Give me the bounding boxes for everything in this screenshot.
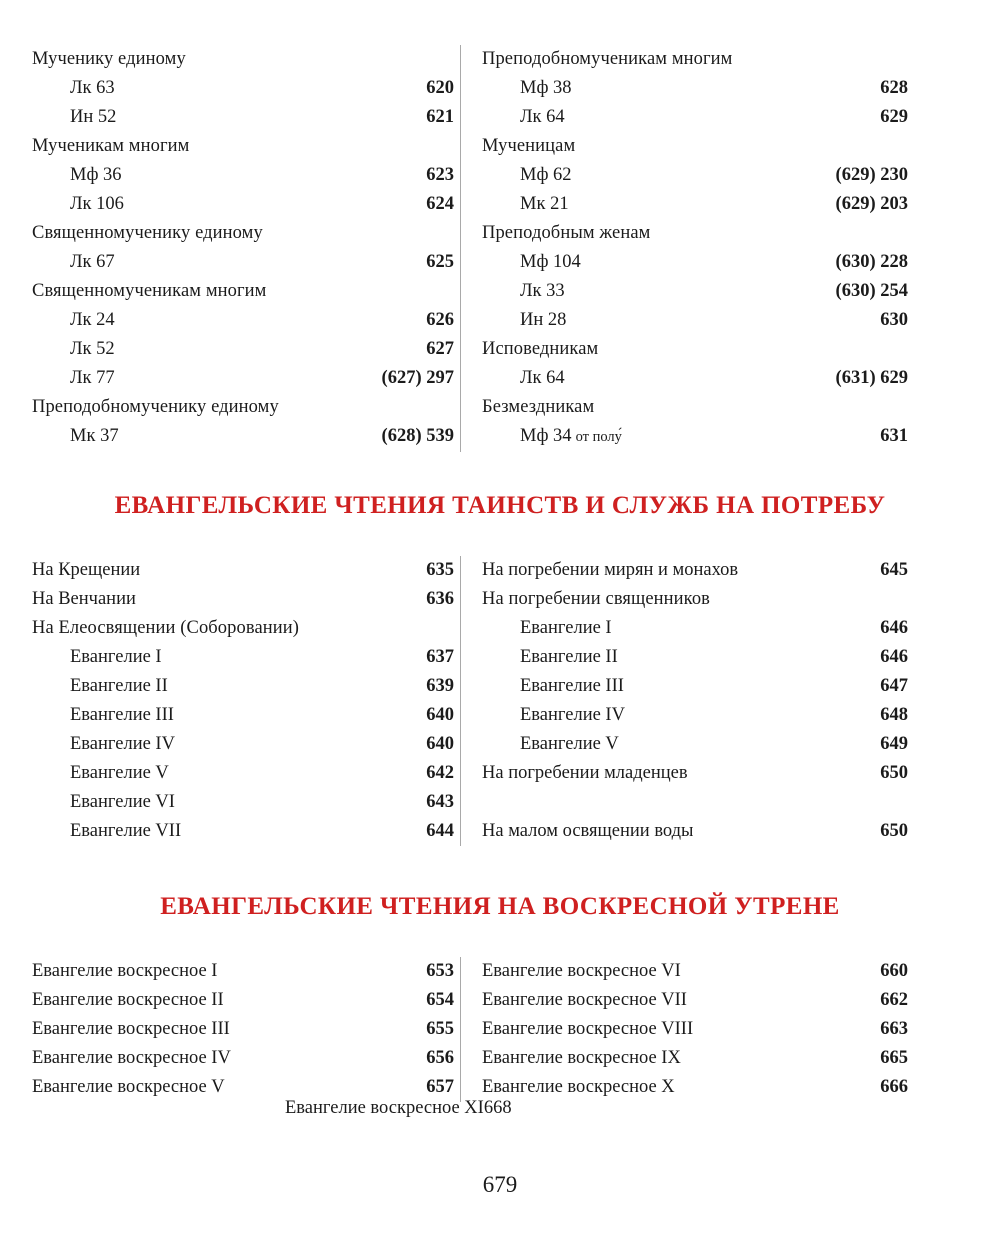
toc-entry[interactable] [482,986,908,1015]
toc-entry-page: 646 [880,618,908,638]
dot-leader [234,1045,421,1064]
toc-entry[interactable] [482,364,908,393]
toc-entry-page: 639 [426,676,454,696]
dot-leader [569,307,875,326]
column-divider [460,556,461,846]
dot-leader [118,75,422,94]
toc-entry-label: Евангелие воскресное II [32,990,224,1010]
column-divider [460,957,461,1102]
dot-leader [139,586,421,605]
toc-entry[interactable] [32,957,454,986]
toc-entry[interactable] [482,161,908,190]
toc-entry-label: Лк 52 [70,339,115,359]
toc-entry-label: Мк 37 [70,426,119,446]
toc-entry-page: 668 [483,1098,512,1118]
dot-leader [741,557,875,576]
toc-entry-page: 642 [426,763,454,783]
dot-leader [125,162,422,181]
toc-entry-page: 657 [426,1077,454,1097]
matins-centered-entry-wrap [0,1094,1000,1123]
dot-leader [696,1016,875,1035]
toc-entry[interactable] [32,248,454,277]
toc-entry-page: 655 [426,1019,454,1039]
dot-leader [697,818,876,837]
toc-entry-page: 663 [880,1019,908,1039]
toc-entry-label: Евангелие VI [70,792,175,812]
dot-leader [177,702,421,721]
toc-entry-page: 649 [880,734,908,754]
dot-leader [118,336,422,355]
toc-entry-label: Мф 36 [70,165,122,185]
toc-entry[interactable] [32,986,454,1015]
toc-entry-label: Лк 106 [70,194,124,214]
toc-entry-label: Евангелие VII [70,821,182,841]
toc-entry-label: Евангелие воскресное III [32,1019,230,1039]
toc-group-heading: Священномученикам многим [32,281,267,301]
dot-leader [568,365,831,384]
toc-entry[interactable] [32,759,454,788]
toc-entry-label: На Крещении [32,560,141,580]
toc-entry[interactable] [482,957,908,986]
toc-entry-page: 621 [426,107,454,127]
dot-leader [568,104,876,123]
dot-leader [625,423,875,442]
dot-leader [119,104,421,123]
column-divider [460,45,461,452]
dot-leader [165,644,422,663]
section-matins [0,957,1000,1102]
dot-leader [227,987,422,1006]
dot-leader [171,673,422,692]
dot-leader [118,365,377,384]
toc-entry-page: (630) 228 [835,252,908,272]
toc-entry-page: 646 [880,647,908,667]
toc-entry-label: Евангелие V [520,734,619,754]
toc-entry-page: 627 [426,339,454,359]
saints-left-column [0,45,460,452]
toc-entry-label: На погребении мирян и монахов [482,560,739,580]
toc-group-heading: Мученикам многим [32,136,190,156]
toc-entry-label: Евангелие воскресное IX [482,1048,681,1068]
toc-entry-label: Лк 67 [70,252,115,272]
dot-leader [621,644,876,663]
toc-entry[interactable] [482,103,908,132]
toc-entry-label: Евангелие воскресное I [32,961,218,981]
dot-leader [233,1016,421,1035]
toc-entry[interactable] [32,103,454,132]
dot-leader [220,958,421,977]
toc-entry-page: (628) 539 [381,426,454,446]
toc-entry-label: Евангелие воскресное IV [32,1048,231,1068]
toc-entry-page: 625 [426,252,454,272]
toc-entry[interactable] [32,161,454,190]
toc-entry-page: 640 [426,705,454,725]
toc-group-heading: Безмездникам [482,397,595,417]
toc-entry-page: (627) 297 [381,368,454,388]
dot-leader [143,557,421,576]
matins-left-column [0,957,460,1102]
toc-entry-page: 626 [426,310,454,330]
toc-entry-label: Евангелие V [70,763,169,783]
toc-entry-page: 637 [426,647,454,667]
toc-entry-label: Мф 62 [520,165,572,185]
toc-entry-page: 647 [880,676,908,696]
toc-entry[interactable] [32,335,454,364]
toc-group-heading: Преподобномученику единому [32,397,279,417]
toc-entry-label: Ин 28 [520,310,567,330]
toc-entry[interactable] [32,364,454,393]
sacraments-left-column [0,556,460,846]
dot-leader [572,191,831,210]
dot-leader [690,987,875,1006]
toc-entry-page: 660 [880,961,908,981]
toc-entry-label: На погребении младенцев [482,763,688,783]
toc-entry-label: Мф 34 [520,426,572,446]
toc-group-heading: Священномученику единому [32,223,263,243]
toc-entry-label: Евангелие III [520,676,624,696]
toc-entry-page: 654 [426,990,454,1010]
toc-entry-label: Евангелие I [520,618,612,638]
toc-entry[interactable] [32,556,454,585]
dot-leader [684,1045,875,1064]
toc-entry[interactable] [32,1015,454,1044]
dot-leader [628,702,875,721]
dot-leader [127,191,421,210]
toc-entry[interactable] [482,190,908,219]
toc-entry-label: Евангелие воскресное V [32,1077,225,1097]
toc-entry[interactable] [482,422,908,452]
dot-leader [691,760,876,779]
sacraments-right-column [470,556,940,846]
toc-entry-page: (631) 629 [835,368,908,388]
toc-entry-page: 648 [880,705,908,725]
toc-entry[interactable] [482,1044,908,1073]
toc-entry[interactable] [32,730,454,759]
toc-entry-label: Лк 64 [520,368,565,388]
toc-entry-page: 656 [426,1048,454,1068]
toc-entry[interactable] [32,190,454,219]
section-saints [0,45,1000,452]
toc-entry-page: 650 [880,821,908,841]
toc-entry-label: На Венчании [32,589,136,609]
toc-entry-label: Евангелие II [520,647,618,667]
toc-entry-label: Евангелие II [70,676,168,696]
dot-leader [184,818,421,837]
toc-entry-page: 635 [426,560,454,580]
dot-leader [684,958,875,977]
toc-entry[interactable] [482,817,908,846]
toc-entry-page: 645 [880,560,908,580]
toc-entry-page: 650 [880,763,908,783]
toc-entry[interactable] [482,306,908,335]
toc-entry-label: Евангелие воскресное XI [285,1098,484,1118]
toc-entry-label: Мк 21 [520,194,569,214]
dot-leader [118,307,422,326]
toc-entry[interactable] [32,672,454,701]
toc-entry-label: Евангелие воскресное VII [482,990,687,1010]
toc-entry-label: Евангелие IV [520,705,625,725]
toc-group-heading: Мученику единому [32,49,186,69]
toc-entry[interactable] [482,74,908,103]
list-spacer [482,788,908,817]
dot-leader [118,249,422,268]
dot-leader [178,789,421,808]
section-title-matins: ЕВАНГЕЛЬСКИЕ ЧТЕНИЯ НА ВОСКРЕСНОЙ УТРЕНЕ [160,893,840,920]
toc-entry[interactable] [32,74,454,103]
toc-group-heading: Исповедникам [482,339,599,359]
toc-entry-note: от полу́ [575,429,622,445]
dot-leader [584,249,831,268]
toc-entry-page: 636 [426,589,454,609]
toc-entry[interactable] [482,701,908,730]
toc-entry[interactable] [32,701,454,730]
dot-leader [122,423,377,442]
dot-leader [615,615,876,634]
toc-entry-label: Лк 24 [70,310,115,330]
toc-group-heading: На погребении священников [482,589,711,609]
toc-entry[interactable] [32,788,454,817]
toc-entry[interactable] [482,277,908,306]
toc-entry[interactable] [482,1015,908,1044]
toc-entry[interactable] [32,585,454,614]
toc-entry-label: Лк 33 [520,281,565,301]
toc-entry-label: Евангелие I [70,647,162,667]
section-title-sacraments: ЕВАНГЕЛЬСКИЕ ЧТЕНИЯ ТАИНСТВ И СЛУЖБ НА ПОТРЕБУ [114,492,886,519]
toc-entry-page: (629) 230 [835,165,908,185]
dot-leader [622,731,875,750]
toc-entry-page: 623 [426,165,454,185]
toc-entry-page: 644 [426,821,454,841]
toc-entry[interactable] [482,556,908,585]
toc-entry[interactable] [32,817,454,846]
toc-entry-page: 640 [426,734,454,754]
toc-entry-label: Ин 52 [70,107,117,127]
toc-entry[interactable] [32,1044,454,1073]
toc-entry[interactable] [32,422,454,451]
toc-entry-label: Евангелие IV [70,734,175,754]
toc-entry-page: 653 [426,961,454,981]
toc-entry-page: 665 [880,1048,908,1068]
toc-entry-page: 630 [880,310,908,330]
dot-leader [678,1074,876,1093]
dot-leader [575,75,876,94]
toc-entry-page: 662 [880,990,908,1010]
toc-entry[interactable] [482,614,908,643]
toc-entry[interactable] [482,730,908,759]
toc-entry-page: 631 [880,426,908,446]
matins-right-column [470,957,940,1102]
dot-leader [627,673,875,692]
toc-entry-page: 628 [880,78,908,98]
toc-group-heading: Мученицам [482,136,576,156]
toc-entry-label: Лк 77 [70,368,115,388]
toc-entry[interactable] [482,672,908,701]
dot-leader [228,1074,422,1093]
toc-entry-label: Евангелие воскресное X [482,1077,675,1097]
dot-leader [575,162,831,181]
section-sacraments [0,556,1000,846]
toc-entry-page: 643 [426,792,454,812]
toc-entry-page: 666 [880,1077,908,1097]
toc-entry[interactable] [32,306,454,335]
toc-entry-page: (630) 254 [835,281,908,301]
toc-entry-page: 629 [880,107,908,127]
toc-group-heading: На Елеосвящении (Соборовании) [32,618,300,638]
toc-entry[interactable] [482,248,908,277]
toc-entry[interactable] [482,643,908,672]
toc-group-heading: Преподобномученикам многим [482,49,733,69]
page-number: 679 [482,1172,518,1197]
toc-entry-label: Лк 63 [70,78,115,98]
toc-entry-page: (629) 203 [835,194,908,214]
toc-entry-label: Мф 38 [520,78,572,98]
dot-leader [172,760,421,779]
dot-leader [568,278,831,297]
saints-right-column [470,45,940,452]
toc-entry[interactable] [285,1094,715,1123]
toc-entry[interactable] [482,759,908,788]
dot-leader [178,731,421,750]
toc-entry-label: На малом освящении воды [482,821,694,841]
toc-entry-label: Мф 104 [520,252,581,272]
toc-entry-label: Лк 64 [520,107,565,127]
toc-entry-label: Евангелие воскресное VIII [482,1019,694,1039]
toc-entry-page: 624 [426,194,454,214]
toc-entry-label: Евангелие воскресное VI [482,961,681,981]
toc-entry-page: 620 [426,78,454,98]
toc-group-heading: Преподобным женам [482,223,651,243]
toc-entry-label: Евангелие III [70,705,174,725]
toc-entry[interactable] [32,643,454,672]
